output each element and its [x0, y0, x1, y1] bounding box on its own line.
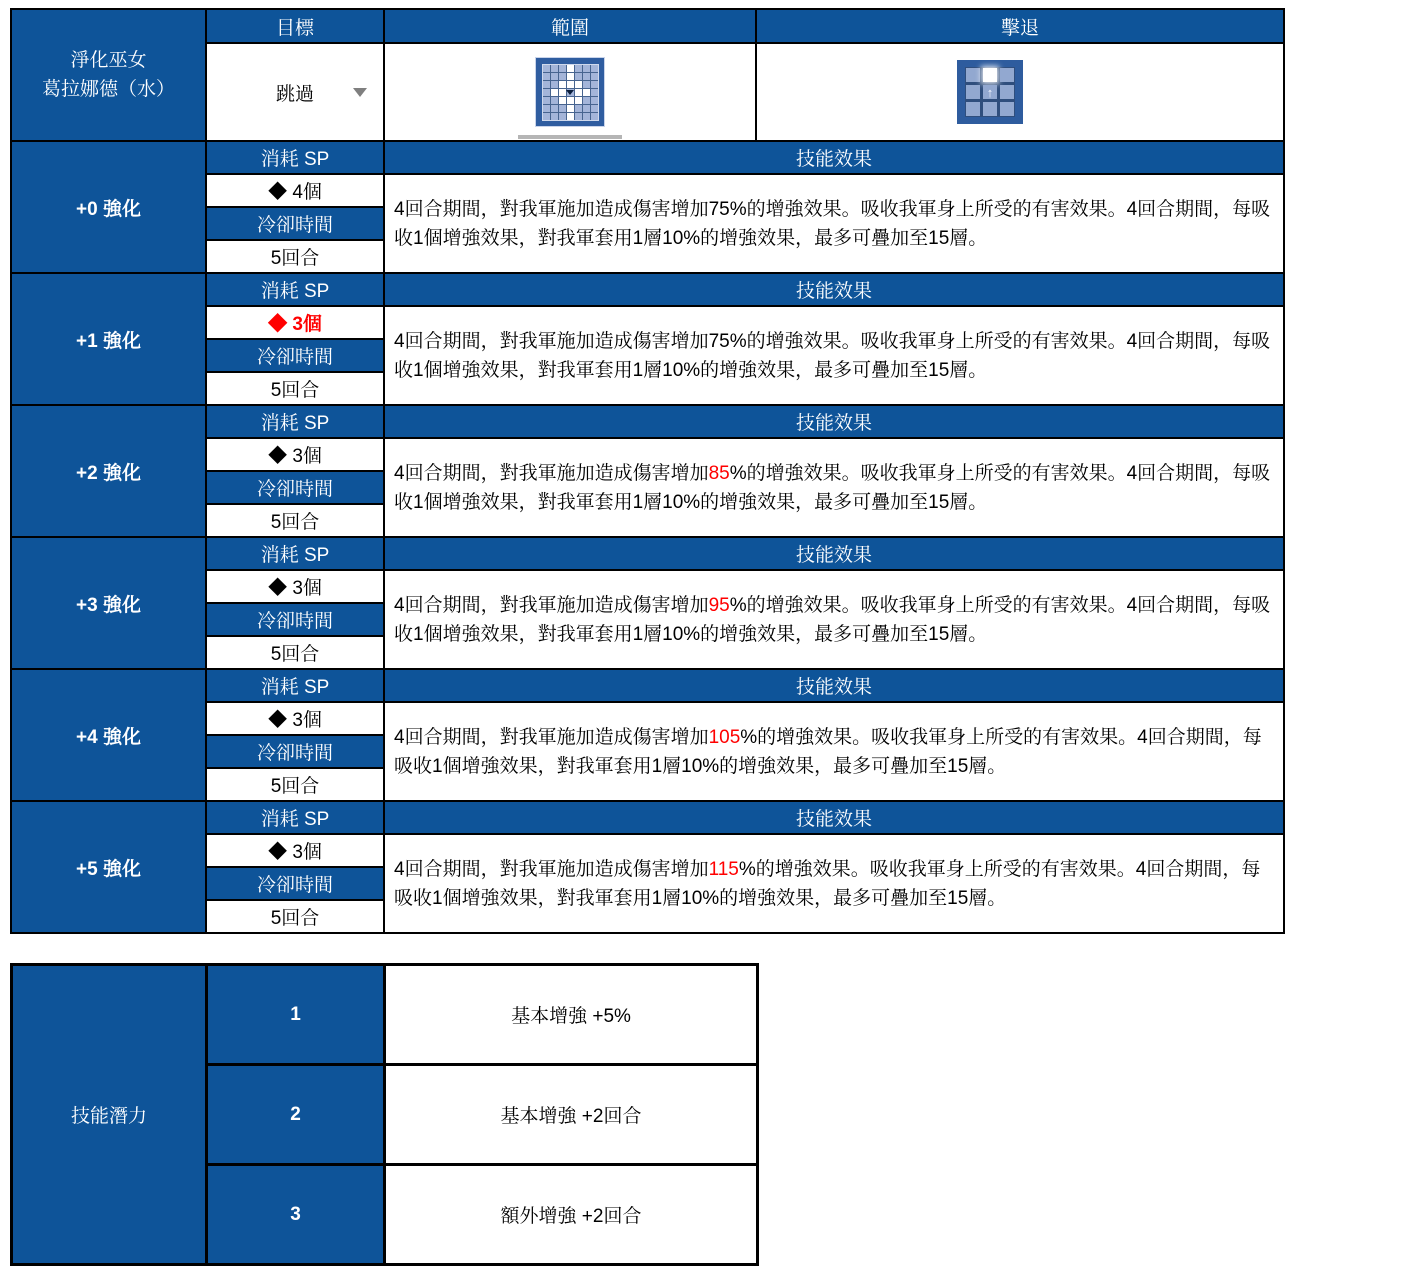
- grid-cell: [583, 73, 590, 80]
- grid-cell: [591, 113, 598, 120]
- effect-value: 75: [708, 198, 730, 220]
- grid-cell: [559, 73, 566, 80]
- grid-cell: [583, 113, 590, 120]
- cooldown-header: 冷卻時間: [206, 471, 384, 504]
- effect-value: 75: [708, 330, 730, 352]
- potential-level: 1: [207, 965, 385, 1065]
- grid-cell: [567, 97, 574, 104]
- effect-text-post: %的增強效果。吸收我軍身上所受的有害效果。4回合期間，每吸收1個增強效果，對我軍套用1層10%的增強效果，最多可疊加至15層。: [394, 594, 1271, 645]
- effect-text-post: %的增強效果。吸收我軍身上所受的有害效果。4回合期間，每吸收1個增強效果，對我軍套用1層10%的增強效果，最多可疊加至15層。: [394, 330, 1271, 381]
- grid-cell: [591, 65, 598, 72]
- grid-cell: [567, 113, 574, 120]
- range-cell: [384, 43, 756, 141]
- cooldown-value: 5回合: [206, 372, 384, 405]
- chevron-down-icon[interactable]: [353, 88, 367, 97]
- grid-cell: [575, 89, 582, 96]
- grid-cell: [559, 89, 566, 96]
- grid-cell: [591, 73, 598, 80]
- grid-cell: [575, 81, 582, 88]
- effect-header: 技能效果: [384, 273, 1284, 306]
- grid-cell: [591, 97, 598, 104]
- grid-cell: [966, 85, 980, 99]
- sp-value: [206, 306, 384, 339]
- grid-cell: [567, 65, 574, 72]
- grid-cell: [559, 81, 566, 88]
- potential-table: [10, 963, 759, 1266]
- up-arrow-icon: ↑: [986, 84, 994, 100]
- sp-header: 消耗 SP: [206, 273, 384, 306]
- grid-cell: [567, 105, 574, 112]
- grid-cell: [551, 81, 558, 88]
- grid-cell: [559, 97, 566, 104]
- grid-cell: [543, 97, 550, 104]
- grid-cell: [567, 73, 574, 80]
- grid-cell: [583, 105, 590, 112]
- cooldown-header: 冷卻時間: [206, 603, 384, 636]
- grid-cell: [543, 65, 550, 72]
- effect-text-pre: 4回合期間，對我軍施加造成傷害增加: [394, 858, 709, 880]
- sp-value-text: ◆ 3個: [268, 578, 322, 599]
- effect-text: [384, 306, 1284, 405]
- knockback-header: 擊退: [756, 9, 1284, 43]
- effect-text-post: %的增強效果。吸收我軍身上所受的有害效果。4回合期間，每吸收1個增強效果，對我軍套用1層10%的增強效果，最多可疊加至15層。: [394, 462, 1271, 513]
- cooldown-value: 5回合: [206, 900, 384, 933]
- effect-value: 95: [708, 594, 730, 616]
- enhance-block-header: [11, 801, 1284, 834]
- enhance-block-header: [11, 669, 1284, 702]
- potential-level: 3: [207, 1165, 385, 1265]
- character-name: [11, 9, 206, 141]
- sp-value-text: ◆ 3個: [268, 314, 322, 335]
- sp-header: 消耗 SP: [206, 669, 384, 702]
- cooldown-value: 5回合: [206, 768, 384, 801]
- effect-header: 技能效果: [384, 537, 1284, 570]
- grid-cell: [583, 89, 590, 96]
- effect-header: 技能效果: [384, 141, 1284, 174]
- knockback-cell: [756, 43, 1284, 141]
- grid-cell: [1000, 68, 1014, 82]
- enhance-level-label: +0 強化: [11, 141, 206, 273]
- grid-cell: [543, 73, 550, 80]
- grid-cell: [543, 81, 550, 88]
- grid-cell: [591, 105, 598, 112]
- skill-table: [10, 8, 1285, 934]
- effect-text-pre: 4回合期間，對我軍施加造成傷害增加: [394, 198, 709, 220]
- enhance-block-header: [11, 405, 1284, 438]
- target-select[interactable]: [206, 43, 384, 141]
- sp-value-text: ◆ 4個: [268, 182, 322, 203]
- grid-cell: [1000, 85, 1014, 99]
- potential-effect: 基本增強 +2回合: [385, 1065, 758, 1165]
- sp-value-text: ◆ 3個: [268, 710, 322, 731]
- effect-text-pre: 4回合期間，對我軍施加造成傷害增加: [394, 462, 709, 484]
- enhance-level-label: +2 強化: [11, 405, 206, 537]
- grid-cell: [551, 89, 558, 96]
- grid-cell: [575, 113, 582, 120]
- range-grid-icon: [535, 57, 605, 127]
- sp-value: [206, 834, 384, 867]
- effect-value: 105: [708, 726, 741, 748]
- grid-cell: [567, 89, 574, 96]
- cooldown-value: 5回合: [206, 636, 384, 669]
- effect-text-post: %的增強效果。吸收我軍身上所受的有害效果。4回合期間，每吸收1個增強效果，對我軍套用1層10%的增強效果，最多可疊加至15層。: [394, 858, 1261, 909]
- grid-cell: [583, 65, 590, 72]
- effect-text-pre: 4回合期間，對我軍施加造成傷害增加: [394, 330, 709, 352]
- potential-title: 技能潛力: [12, 965, 207, 1265]
- sp-header: 消耗 SP: [206, 141, 384, 174]
- grid-cell: [966, 68, 980, 82]
- sp-value: [206, 438, 384, 471]
- grid-cell: [551, 97, 558, 104]
- effect-text-pre: 4回合期間，對我軍施加造成傷害增加: [394, 594, 709, 616]
- enhance-level-label: +4 強化: [11, 669, 206, 801]
- grid-cell: [543, 113, 550, 120]
- potential-effect: 基本增強 +5%: [385, 965, 758, 1065]
- grid-cell: [983, 102, 997, 116]
- cooldown-value: 5回合: [206, 240, 384, 273]
- grid-cell: [966, 102, 980, 116]
- sp-value-text: ◆ 3個: [268, 446, 322, 467]
- sp-value: [206, 702, 384, 735]
- grid-cell: [551, 65, 558, 72]
- effect-header: 技能效果: [384, 801, 1284, 834]
- sp-header: 消耗 SP: [206, 405, 384, 438]
- cooldown-header: 冷卻時間: [206, 867, 384, 900]
- potential-level: 2: [207, 1065, 385, 1165]
- grid-cell: [575, 73, 582, 80]
- grid-cell: [559, 105, 566, 112]
- effect-text-post: %的增強效果。吸收我軍身上所受的有害效果。4回合期間，每吸收1個增強效果，對我軍套用1層10%的增強效果，最多可疊加至15層。: [394, 726, 1262, 777]
- range-header: 範圍: [384, 9, 756, 43]
- header-row: [11, 9, 1284, 43]
- effect-header: 技能效果: [384, 669, 1284, 702]
- grid-cell: [983, 85, 997, 99]
- grid-cell: [983, 68, 997, 82]
- grid-cell: [551, 105, 558, 112]
- sp-value: [206, 570, 384, 603]
- effect-text: [384, 834, 1284, 933]
- enhance-level-label: +1 強化: [11, 273, 206, 405]
- grid-cell: [575, 97, 582, 104]
- target-value: 跳過: [275, 83, 314, 105]
- grid-cell: [559, 65, 566, 72]
- effect-value: 85: [708, 462, 730, 484]
- sp-header: 消耗 SP: [206, 801, 384, 834]
- cooldown-header: 冷卻時間: [206, 207, 384, 240]
- grid-cell: [551, 113, 558, 120]
- potential-effect: 額外增強 +2回合: [385, 1165, 758, 1265]
- grid-cell: [575, 65, 582, 72]
- grid-cell: [551, 73, 558, 80]
- effect-text: [384, 174, 1284, 273]
- effect-text: [384, 570, 1284, 669]
- effect-value: 115: [708, 858, 739, 880]
- sp-value: [206, 174, 384, 207]
- character-name-line1: 淨化巫女: [70, 50, 147, 71]
- sp-header: 消耗 SP: [206, 537, 384, 570]
- character-name-line2: 葛拉娜德（水）: [41, 79, 175, 100]
- sp-value-text: ◆ 3個: [268, 842, 322, 863]
- enhance-block-header: [11, 273, 1284, 306]
- enhance-block-header: [11, 141, 1284, 174]
- effect-header: 技能效果: [384, 405, 1284, 438]
- target-header: 目標: [206, 9, 384, 43]
- grid-cell: [559, 113, 566, 120]
- grid-cell: [543, 105, 550, 112]
- grid-cell: [543, 89, 550, 96]
- grid-cell: [583, 97, 590, 104]
- enhance-level-label: +5 強化: [11, 801, 206, 933]
- effect-text: [384, 438, 1284, 537]
- effect-text-post: %的增強效果。吸收我軍身上所受的有害效果。4回合期間，每吸收1個增強效果，對我軍套用1層10%的增強效果，最多可疊加至15層。: [394, 198, 1271, 249]
- grid-cell: [591, 81, 598, 88]
- grid-cell: [591, 89, 598, 96]
- caster-marker-icon: [566, 90, 574, 95]
- cooldown-value: 5回合: [206, 504, 384, 537]
- effect-text-pre: 4回合期間，對我軍施加造成傷害增加: [394, 726, 709, 748]
- knockback-grid-icon: [957, 60, 1023, 124]
- enhance-level-label: +3 強化: [11, 537, 206, 669]
- enhance-block-header: [11, 537, 1284, 570]
- range-icon-shadow: [518, 135, 622, 139]
- cooldown-header: 冷卻時間: [206, 339, 384, 372]
- grid-cell: [567, 81, 574, 88]
- grid-cell: [575, 105, 582, 112]
- cooldown-header: 冷卻時間: [206, 735, 384, 768]
- potential-row: [12, 965, 758, 1065]
- grid-cell: [1000, 102, 1014, 116]
- effect-text: [384, 702, 1284, 801]
- grid-cell: [583, 81, 590, 88]
